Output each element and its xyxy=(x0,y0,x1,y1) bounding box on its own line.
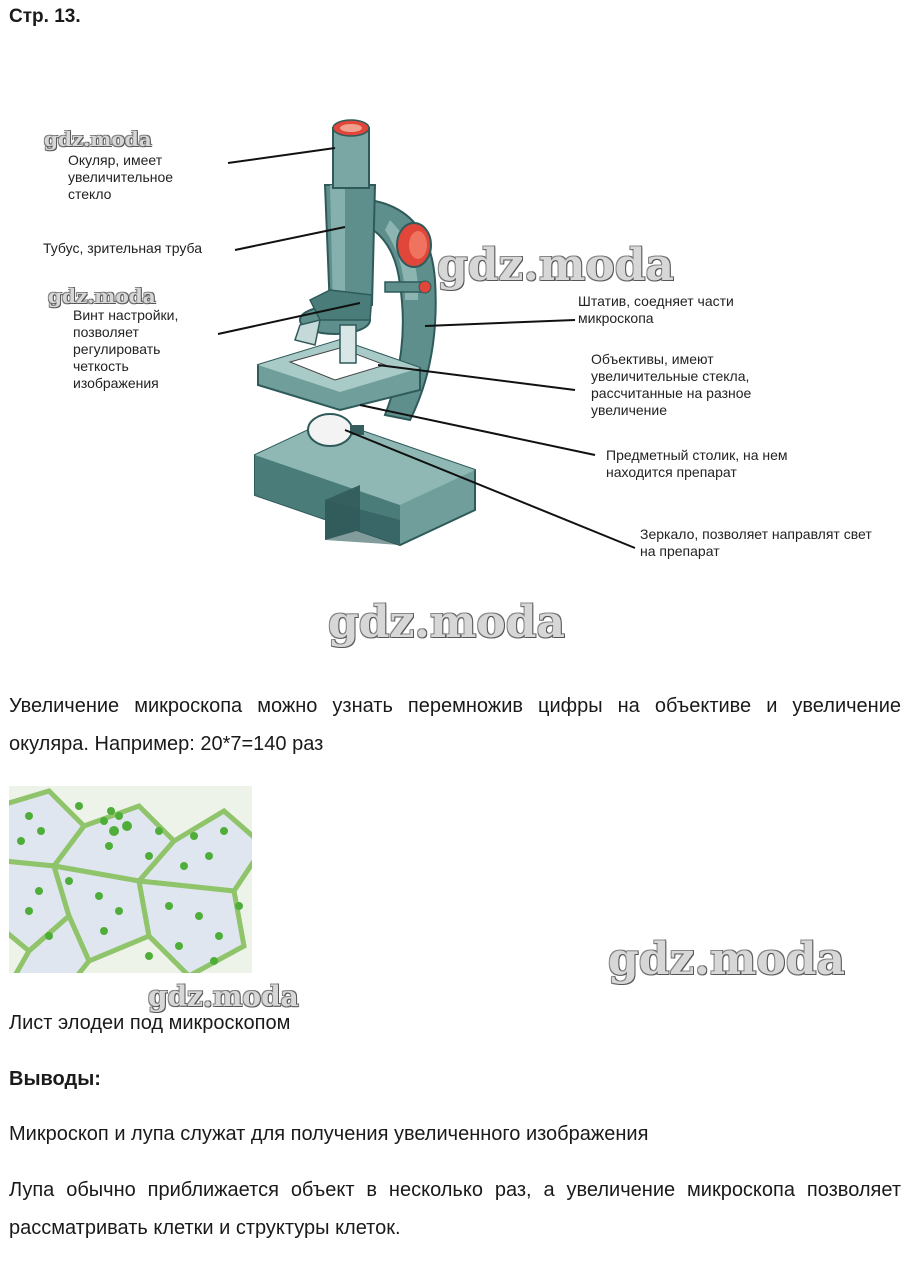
watermark-logo: gdz.moda xyxy=(437,240,675,291)
label-tube: Тубус, зрительная труба xyxy=(43,240,202,256)
watermark-logo: gdz.moda xyxy=(148,980,299,1013)
watermark-logo: gdz.moda xyxy=(608,934,846,985)
label-eyepiece: Окуляр, имеет увеличительное стекло xyxy=(68,152,174,202)
conclusion-2: Лупа обычно приближается объект в несколько раз, а увеличение микроскопа позволяет рассматривать клетки и структуры клеток. xyxy=(9,1179,901,1239)
pointer-eyepiece xyxy=(228,148,335,163)
label-stage: Предметный столик, на нем находится препарат xyxy=(606,447,788,480)
magnification-paragraph: Увеличение микроскопа можно узнать перемножив цифры на объективе и увеличение окуляра. Например: 20*7=140 раз xyxy=(9,695,901,755)
watermark-logo: gdz.moda xyxy=(48,284,156,308)
label-screw: Винт настройки, позволяет регулировать четкость изображения xyxy=(73,307,179,391)
conclusion-1: Микроскоп и лупа служат для получения увеличенного изображения xyxy=(9,1123,649,1145)
microscope-eyepiece xyxy=(333,120,369,188)
elodea-cells-image xyxy=(9,786,252,973)
microscope-tube xyxy=(310,185,375,320)
pointer-stand xyxy=(425,320,575,326)
label-mirror: Зеркало, позволяет направлят свет на препарат xyxy=(640,526,872,559)
elodea-leaf-photo xyxy=(9,786,252,973)
conclusions-heading: Выводы: xyxy=(9,1068,101,1090)
label-objectives: Объективы, имеют увеличительные стекла, рассчитанные на разное увеличение xyxy=(591,351,752,418)
microscope-figure xyxy=(0,100,913,580)
watermark-logo: gdz.moda xyxy=(328,597,566,648)
page-title: Стр. 13. xyxy=(9,6,81,27)
watermark-logo: gdz.moda xyxy=(44,127,152,151)
label-stand: Штатив, соедняет части микроскопа xyxy=(578,293,734,326)
photo-caption: Лист элодеи под микроскопом xyxy=(9,1012,291,1034)
